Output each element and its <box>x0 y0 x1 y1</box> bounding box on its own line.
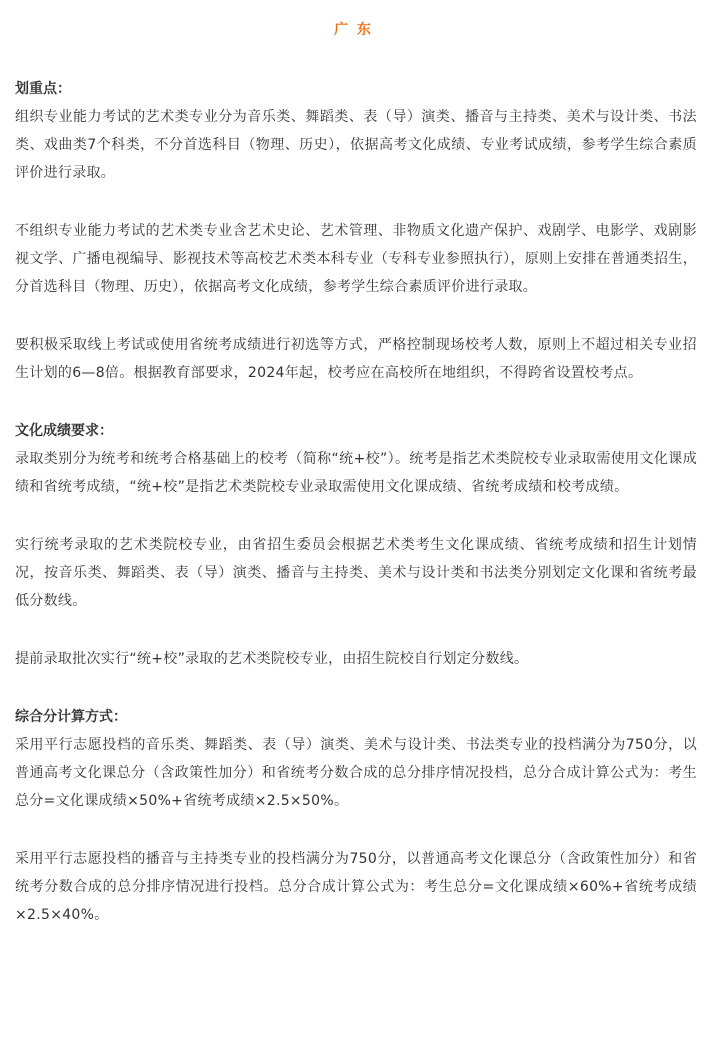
article-body <box>15 75 697 929</box>
section-key-points <box>15 75 697 387</box>
paragraph: 采用平行志愿投档的播音与主持类专业的投档满分为750分，以普通高考文化课总分（含政策性加分）和省统考分数合成的总分排序情况进行投档。总分合成计算公式为：考生总分=文化课成绩×60%+省统考成绩×2.5×40%。 <box>15 851 697 923</box>
section-heading: 综合分计算方式： <box>15 709 127 725</box>
paragraph: 实行统考录取的艺术类院校专业，由省招生委员会根据艺术类考生文化课成绩、省统考成绩和招生计划情况，按音乐类、舞蹈类、表（导）演类、播音与主持类、美术与设计类和书法类分别划定文化课和省统考最低分数线。 <box>15 537 697 609</box>
section-culture-score-requirements <box>15 417 697 673</box>
paragraph: 不组织专业能力考试的艺术类专业含艺术史论、艺术管理、非物质文化遗产保护、戏剧学、电影学、戏剧影视文学、广播电视编导、影视技术等高校艺术类本科专业（专科专业参照执行），原则上安排在普通类招生，分首选科目（物理、历史），依据高考文化成绩，参考学生综合素质评价进行录取。 <box>15 223 697 295</box>
paragraph: 采用平行志愿投档的音乐类、舞蹈类、表（导）演类、美术与设计类、书法类专业的投档满分为750分，以普通高考文化课总分（含政策性加分）和省统考分数合成的总分排序情况投档，总分合成计算公式为：考生总分=文化课成绩×50%+省统考成绩×2.5×50%。 <box>15 737 697 809</box>
section-heading: 文化成绩要求： <box>15 423 113 439</box>
paragraph: 组织专业能力考试的艺术类专业分为音乐类、舞蹈类、表（导）演类、播音与主持类、美术与设计类、书法类、戏曲类7个科类，不分首选科目（物理、历史），依据高考文化成绩、专业考试成绩，参考学生综合素质评价进行录取。 <box>15 109 697 181</box>
section-heading: 划重点： <box>15 81 71 97</box>
page-title: 广 东 <box>334 22 373 38</box>
section-composite-score-calculation <box>15 703 697 929</box>
paragraph: 录取类别分为统考和统考合格基础上的校考（简称“统+校”）。统考是指艺术类院校专业录取需使用文化课成绩和省统考成绩，“统+校”是指艺术类院校专业录取需使用文化课成绩、省统考成绩和校考成绩。 <box>15 451 697 495</box>
paragraph: 提前录取批次实行“统+校”录取的艺术类院校专业，由招生院校自行划定分数线。 <box>15 651 529 667</box>
paragraph: 要积极采取线上考试或使用省统考成绩进行初选等方式，严格控制现场校考人数，原则上不超过相关专业招生计划的6—8倍。根据教育部要求，2024年起，校考应在高校所在地组织，不得跨省设置校考点。 <box>15 337 697 381</box>
